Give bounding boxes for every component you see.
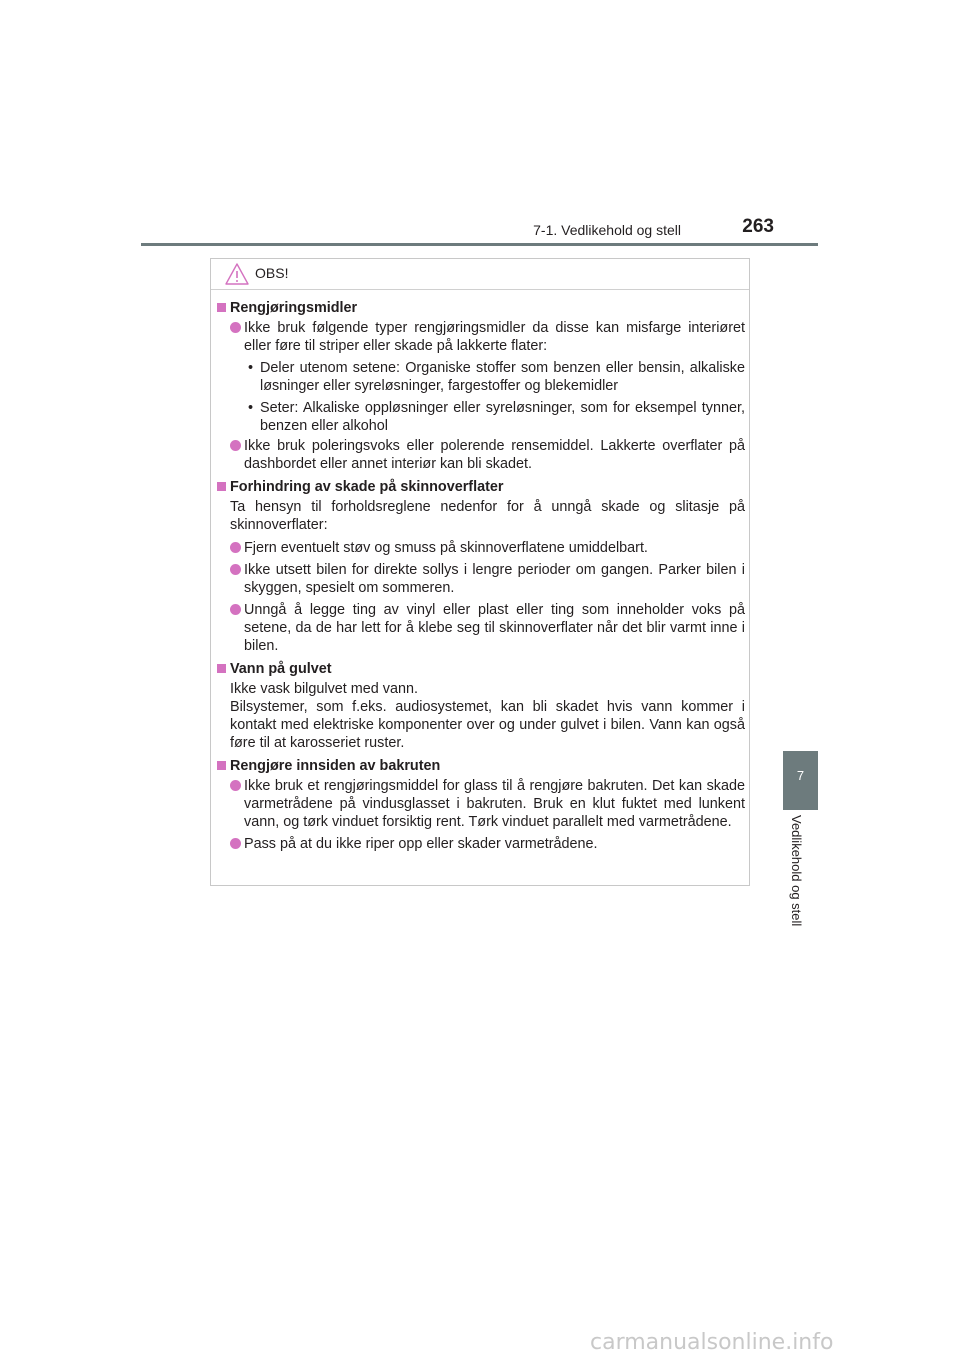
section-title: Rengjøringsmidler	[217, 299, 745, 317]
bullet-item: Ikke bruk følgende typer rengjøringsmidler da disse kan misfarge interiøret eller føre til striper eller skade på lakkerte flater:	[217, 319, 745, 355]
section-title: 7-1. Vedlikehold og stell	[533, 222, 681, 238]
paragraph: Bilsystemer, som f.eks. audiosystemet, kan bli skadet hvis vann kommer i kontakt med elektriske komponenter over og under gulvet i bilen. Vann kan også føre til at karosseriet ruster.	[230, 699, 745, 751]
bullet-item: Fjern eventuelt støv og smuss på skinnoverflatene umiddelbart.	[217, 539, 745, 557]
round-bullet-icon	[230, 542, 241, 553]
section-title: Forhindring av skade på skinnoverflater	[217, 478, 745, 496]
paragraph: Ikke vask bilgulvet med vann.	[230, 681, 418, 697]
chapter-number: 7	[796, 768, 805, 783]
notice-body	[217, 299, 745, 858]
page-number: 263	[742, 216, 774, 237]
bullet-item: Ikke utsett bilen for direkte sollys i lengre perioder om gangen. Parker bilen i skyggen, spesielt om sommeren.	[217, 561, 745, 597]
bullet-item: Ikke bruk et rengjøringsmiddel for glass til å rengjøre bakruten. Det kan skade varmetrådene på vindusglasset i bakruten. Bruk en klut fuktet med lunkent vann, og tørk vinduet forsiktig rent. Tørk vinduet parallelt med varmetrådene.	[217, 777, 745, 831]
section-rear-window	[217, 757, 745, 853]
bullet-item: Ikke bruk poleringsvoks eller polerende rensemiddel. Lakkerte overflater på dashbordet eller annet interiør kan bli skadet.	[217, 437, 745, 473]
bullet-item: Pass på at du ikke riper opp eller skader varmetrådene.	[217, 835, 745, 853]
chapter-tab[interactable]	[783, 751, 818, 810]
square-bullet-icon	[217, 482, 226, 491]
section-cleaning-agents	[217, 299, 745, 473]
notice-label: OBS!	[255, 265, 289, 281]
round-bullet-icon	[230, 604, 241, 615]
square-bullet-icon	[217, 761, 226, 770]
warning-triangle-icon	[225, 263, 249, 285]
sub-item: • Seter: Alkaliske oppløsninger eller syreløsninger, som for eksempel tynner, benzen eller alkohol	[248, 400, 745, 434]
round-bullet-icon	[230, 322, 241, 333]
watermark: carmanualsonline.info	[590, 1330, 834, 1355]
sub-item: • Deler utenom setene: Organiske stoffer som benzen eller bensin, alkaliske løsninger eller syreløsninger, fargestoffer og blekemidler	[248, 360, 745, 394]
round-bullet-icon	[230, 564, 241, 575]
bullet-item: Unngå å legge ting av vinyl eller plast eller ting som inneholder voks på setene, da de har lett for å klebe seg til skinnoverflater når det blir varmt inne i bilen.	[217, 601, 745, 655]
notice-header	[211, 259, 749, 290]
round-bullet-icon	[230, 838, 241, 849]
chapter-side-title: Vedlikehold og stell	[789, 815, 804, 927]
paragraph: Ta hensyn til forholdsreglene nedenfor for å unngå skade og slitasje på skinnoverflater:	[230, 499, 745, 533]
section-water-floor	[217, 660, 745, 752]
notice-box	[210, 258, 750, 886]
round-bullet-icon	[230, 780, 241, 791]
header-rule	[141, 243, 818, 246]
square-bullet-icon	[217, 303, 226, 312]
section-title: Rengjøre innsiden av bakruten	[217, 757, 745, 775]
round-bullet-icon	[230, 440, 241, 451]
sub-bullet-icon: •	[248, 400, 254, 416]
sub-bullet-icon: •	[248, 360, 254, 376]
section-title: Vann på gulvet	[217, 660, 745, 678]
section-leather-surfaces	[217, 478, 745, 655]
page-header	[0, 0, 960, 250]
square-bullet-icon	[217, 664, 226, 673]
